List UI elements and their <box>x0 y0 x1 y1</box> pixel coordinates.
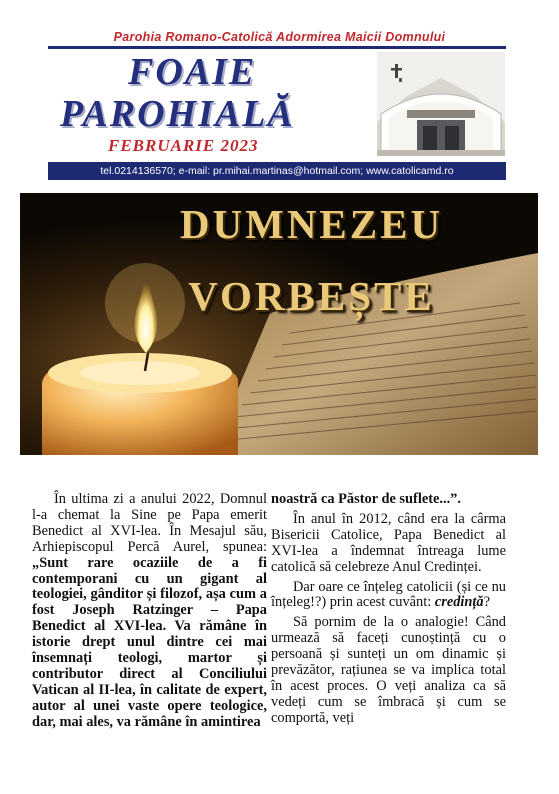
bold-quote: „Sunt rare ocaziile de a fi contemporani cu un gigant al teologiei, gânditor și filozof, așa cum a fost Joseph Ratzinger – Papa Benedict al XVI-lea. Va rămâne în istorie drept unul dintre cei mai însemnați teologi, martor și contributor direct al Conciliului Vatican al II-lea, în calitate de expert, autor al unei vaste opere teologice, dar, mai ales, va rămâne în amintirea <box>32 554 267 730</box>
article-paragraph: În anul în 2012, când era la cârma Bisericii Catolice, Papa Benedict al XVI-lea a îndemnat întreaga lume catolică să celebreze Anul Credinței. <box>271 510 506 575</box>
parish-name: Parohia Romano-Catolică Adormirea Maicii Domnului <box>113 30 446 44</box>
emphasis-word: credință <box>434 594 484 611</box>
bold-quote-end: noastră ca Păstor de suflete...”. <box>271 491 461 507</box>
masthead-title-line2: PAROHIALĂ <box>60 93 295 135</box>
article-column-right <box>271 492 506 731</box>
article-paragraph <box>271 580 506 612</box>
article-paragraph <box>32 492 267 731</box>
article-column-left <box>32 492 267 735</box>
paragraph-lead: Dar oare ce înțeleg catolicii (și ce nu înțeleg!?) prin acest cuvânt: <box>271 578 506 611</box>
issue-month: FEBRUARIE 2023 <box>108 136 259 155</box>
hero-title-line1: DUMNEZEU <box>179 201 444 247</box>
church-photo <box>377 52 505 156</box>
article-paragraph <box>271 492 506 508</box>
hero-title-line2: VORBEȘTE <box>188 273 435 319</box>
article-paragraph: Să pornim de la o analogie! Când urmează să faceți cunoștință cu o persoană și sunteți un om dinamic și prevăzător, rațiunea se va implica total în acest proces. O veți analiza ca să vedeți cum se îmbracă și cum se comportă, veți <box>271 614 506 726</box>
paragraph-end: ? <box>483 594 490 611</box>
paragraph-lead: În ultima zi a anului 2022, Domnul l-a chemat la Sine pe Papa emerit Benedict al XVI-lea. În Mesajul său, Arhiepiscopul Percă Aurel, spunea: <box>32 491 267 555</box>
contact-bar: tel.0214136570; e-mail: pr.mihai.martinas@hotmail.com; www.catolicamd.ro <box>48 162 506 180</box>
masthead-title-line1: FOAIE <box>128 51 257 93</box>
top-rule <box>48 46 506 49</box>
